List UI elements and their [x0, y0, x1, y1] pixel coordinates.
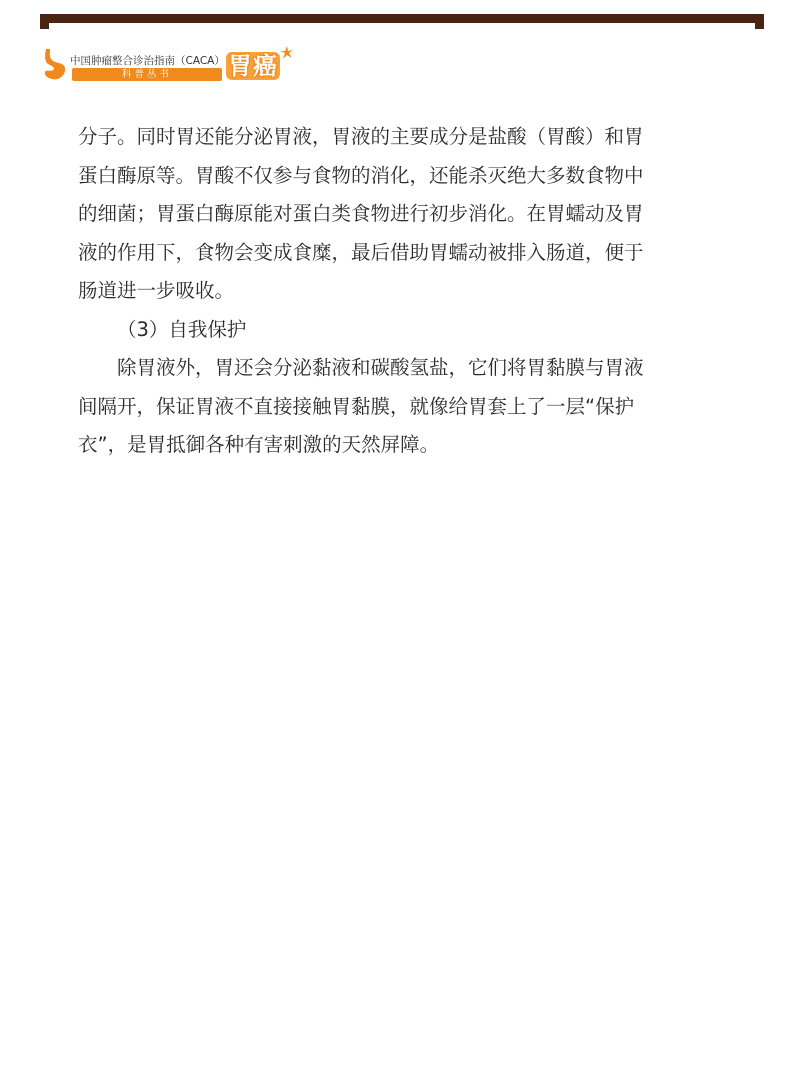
- paragraph-protection: [78, 349, 728, 465]
- brand-title: 胃癌: [228, 52, 278, 80]
- text-line: 除胃液外，胃还会分泌黏液和碳酸氢盐，它们将胃黏膜与胃液: [117, 356, 644, 379]
- text-line: 衣”，是胃抵御各种有害刺激的天然屏障。: [78, 433, 440, 456]
- paragraph-digestion: [78, 118, 728, 311]
- text-line: 肠道进一步吸收。: [78, 279, 235, 302]
- text-line: 分子。同时胃还能分泌胃液，胃液的主要成分是盐酸（胃酸）和胃: [78, 125, 644, 148]
- page-content: [78, 118, 728, 465]
- series-subtitle: 科普丛书: [121, 69, 172, 80]
- text-line: 间隔开，保证胃液不直接接触胃黏膜，就像给胃套上了一层“保护: [78, 394, 635, 418]
- spark-icon: [280, 46, 294, 60]
- series-title: 中国肿瘤整合诊治指南（CACA）: [70, 55, 225, 67]
- text-line: 蛋白酶原等。胃酸不仅参与食物的消化，还能杀灭绝大多数食物中: [78, 163, 644, 187]
- text-line: 液的作用下，食物会变成食糜，最后借助胃蠕动被排入肠道，便于: [78, 240, 644, 264]
- series-subtitle-bar: [72, 68, 222, 81]
- stomach-icon: [42, 48, 68, 82]
- header: [42, 48, 322, 88]
- section-heading: （3）自我保护: [117, 317, 247, 341]
- top-rule: [40, 14, 764, 23]
- text-line: 的细菌；胃蛋白酶原能对蛋白类食物进行初步消化。在胃蠕动及胃: [78, 202, 644, 225]
